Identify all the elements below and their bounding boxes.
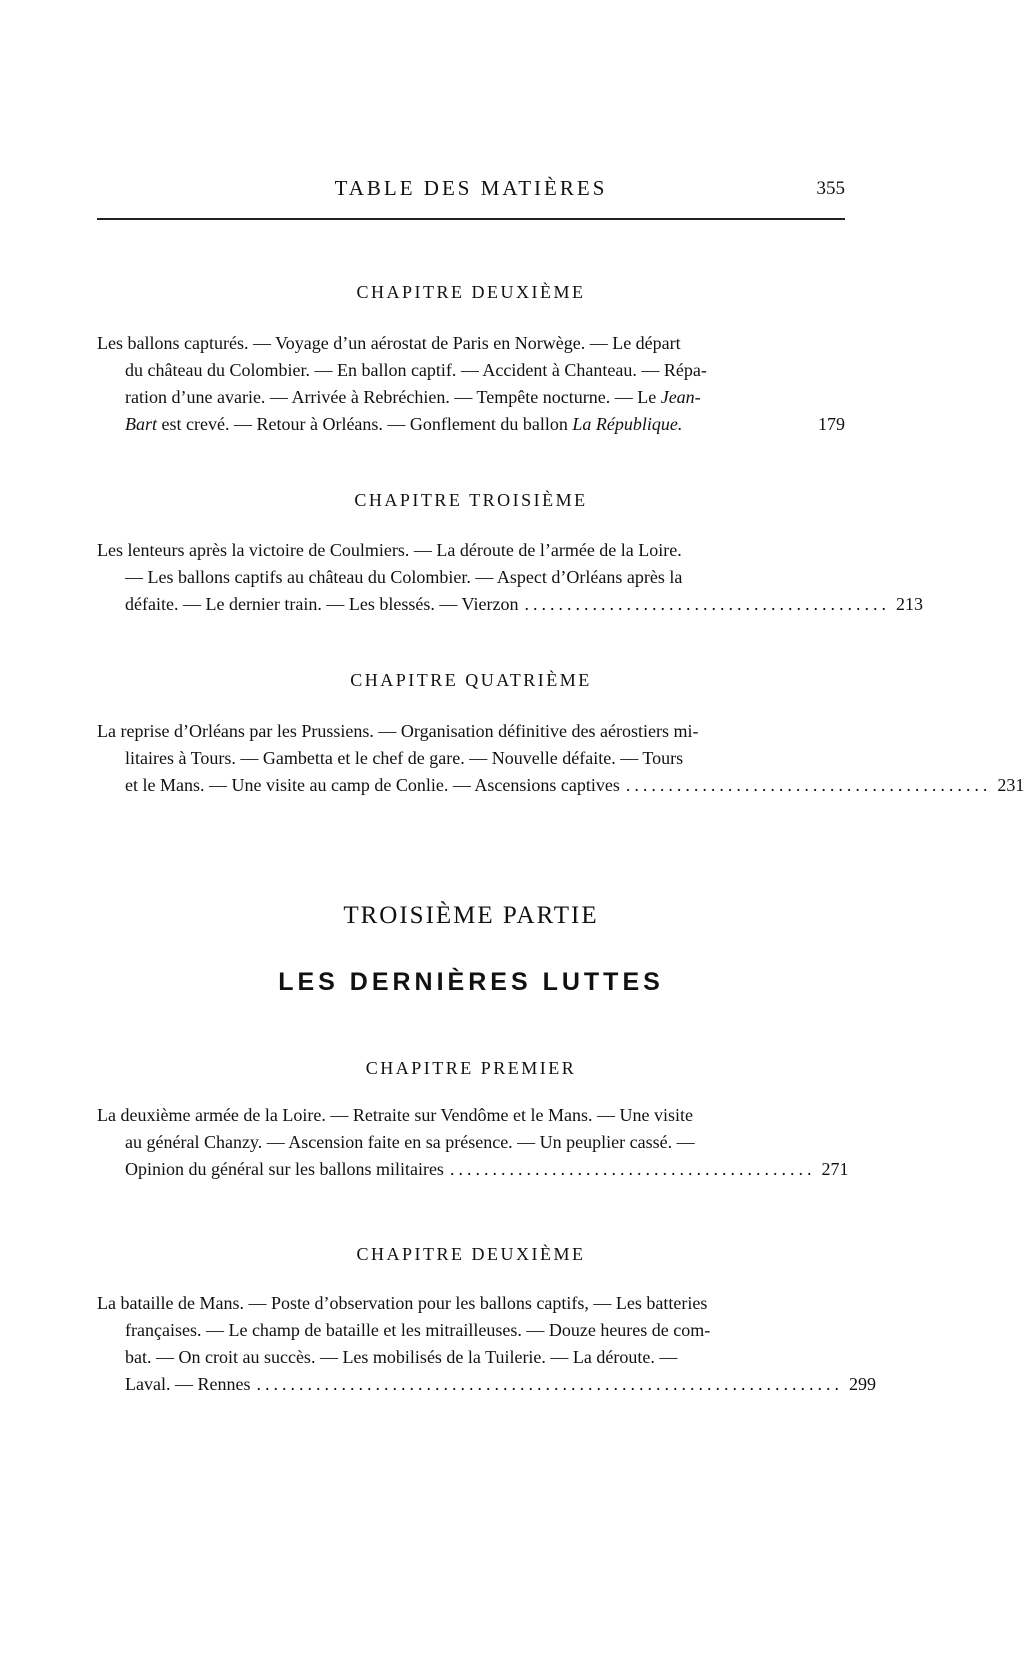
entry-line: bat. — On croit au succès. — Les mobilisés de la Tuilerie. — La déroute. —	[125, 1347, 678, 1367]
entry-line: litaires à Tours. — Gambetta et le chef de gare. — Nouvelle défaite. — Tours	[125, 748, 684, 768]
toc-entry	[97, 537, 923, 618]
part-title: TROISIÈME PARTIE	[343, 902, 599, 929]
header-rule	[97, 218, 845, 220]
entry-line-last: Bart est crevé. — Retour à Orléans. — Gonflement du ballon La République. 179	[97, 411, 845, 438]
toc-entry	[97, 330, 845, 438]
toc-entry	[97, 718, 1024, 799]
chapter-heading: CHAPITRE DEUXIÈME	[356, 1244, 586, 1264]
entry-line: ration d’une avarie. — Arrivée à Rebréchien. — Tempête nocturne. — Le Jean-	[125, 387, 701, 407]
page-number: 355	[816, 178, 845, 199]
page-header	[97, 176, 845, 206]
entry-line: La reprise d’Orléans par les Prussiens. — Organisation définitive des aérostiers mi-	[97, 721, 699, 741]
entry-line-last: défaite. — Le dernier train. — Les blessés. — Vierzon ........................................... 213	[97, 591, 845, 618]
toc-entry	[97, 1290, 876, 1398]
entry-line-last: et le Mans. — Une visite au camp de Conlie. — Ascensions captives ........................................... 231	[97, 772, 845, 799]
chapter-heading: CHAPITRE DEUXIÈME	[356, 282, 586, 302]
entry-page-number: 271	[821, 1159, 849, 1179]
running-title: TABLE DES MATIÈRES	[334, 176, 608, 200]
entry-line: du château du Colombier. — En ballon captif. — Accident à Chanteau. — Répa-	[125, 360, 707, 380]
entry-line: — Les ballons captifs au château du Colombier. — Aspect d’Orléans après la	[125, 567, 683, 587]
entry-line: Les ballons capturés. — Voyage d’un aérostat de Paris en Norwège. — Le départ	[97, 333, 681, 353]
entry-line: Les lenteurs après la victoire de Coulmiers. — La déroute de l’armée de la Loire.	[97, 540, 682, 560]
entry-page-number: 213	[895, 594, 923, 614]
entry-page-number: 299	[848, 1374, 876, 1394]
entry-page-number: 231	[997, 775, 1024, 795]
entry-line: françaises. — Le champ de bataille et les mitrailleuses. — Douze heures de com-	[125, 1320, 711, 1340]
chapter-heading: CHAPITRE TROISIÈME	[354, 490, 588, 510]
entry-line: au général Chanzy. — Ascension faite en sa présence. — Un peuplier cassé. —	[125, 1132, 695, 1152]
entry-line: La deuxième armée de la Loire. — Retraite sur Vendôme et le Mans. — Une visite	[97, 1105, 693, 1125]
entry-page-number: 179	[818, 414, 845, 434]
chapter-heading: CHAPITRE PREMIER	[365, 1058, 577, 1078]
entry-line-last: Opinion du général sur les ballons militaires ........................................... 271	[97, 1156, 845, 1183]
toc-entry	[97, 1102, 849, 1183]
entry-line-last: Laval. — Rennes ..................................................................... 299	[97, 1371, 845, 1398]
part-subtitle: LES DERNIÈRES LUTTES	[278, 968, 664, 996]
entry-line: La bataille de Mans. — Poste d’observation pour les ballons captifs, — Les batteries	[97, 1293, 708, 1313]
chapter-heading: CHAPITRE QUATRIÈME	[350, 670, 592, 690]
